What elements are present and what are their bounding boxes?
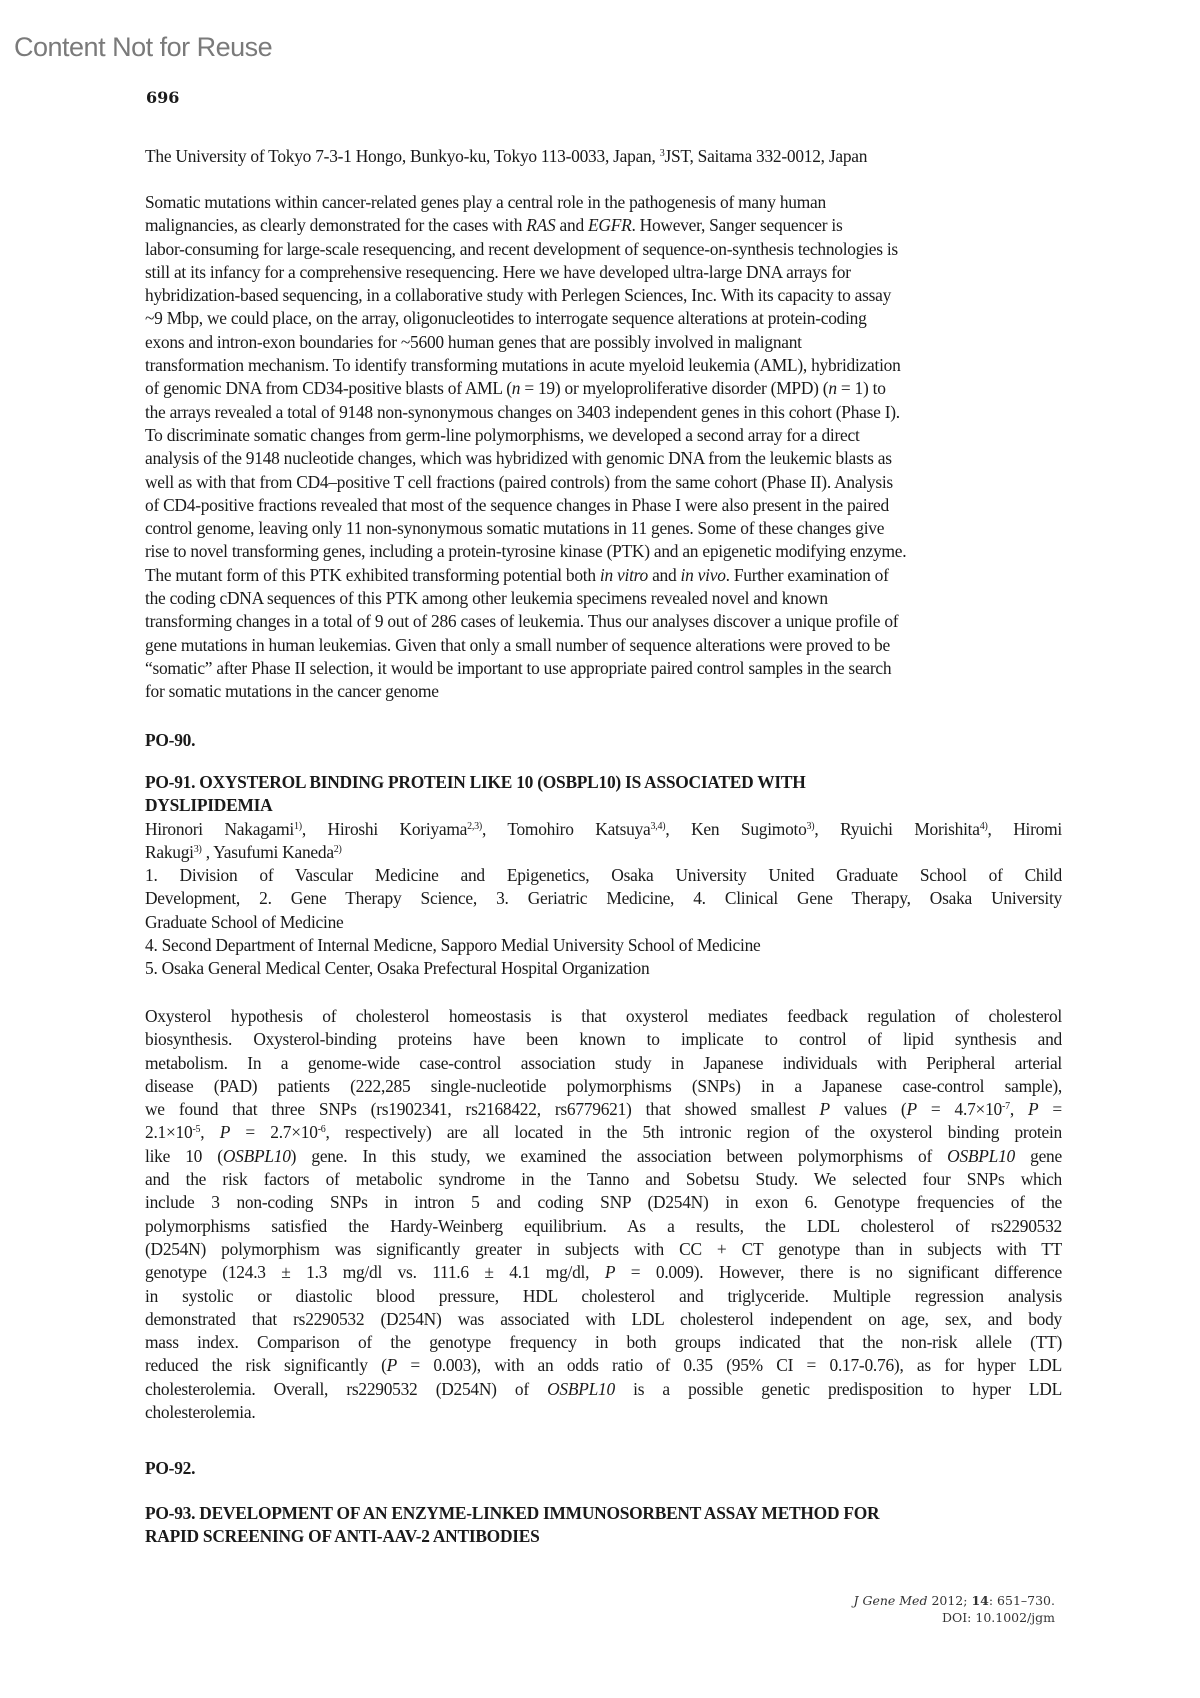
italic-run: OSBPL10 — [222, 1145, 291, 1166]
text-run: RAPID SCREENING OF ANTI-AAV-2 ANTIBODIES — [145, 1526, 540, 1547]
text-line — [145, 261, 1062, 284]
po91-authors — [145, 818, 1062, 865]
text-run: of genomic DNA from CD34-positive blasts of AML ( — [145, 378, 512, 399]
text-run: = 0.003), with an odds ratio of 0.35 (95% CI = 0.17-0.76), as for hyper LDL — [397, 1355, 1062, 1376]
text-run: well as with that from CD4–positive T cell fractions (paired controls) from the same cohort (Phase II). Analysis — [145, 471, 893, 492]
text-run: = — [1038, 1099, 1062, 1120]
superscript: -6 — [317, 1124, 326, 1136]
text-run: = 0.009). However, there is no significant difference — [615, 1262, 1062, 1283]
text-run: To discriminate somatic changes from germ-line polymorphisms, we developed a second array for a direct — [145, 424, 860, 445]
text-run: rise to novel transforming genes, including a protein-tyrosine kinase (PTK) and an epigenetic modifying enzyme. — [145, 541, 907, 562]
text-line — [145, 331, 1062, 354]
text-line — [145, 1331, 1062, 1354]
text-line — [145, 1502, 1062, 1525]
po90-label: PO-90. — [145, 730, 196, 750]
text-line — [145, 1145, 1062, 1168]
italic-run: P — [386, 1355, 397, 1376]
italic-run: n — [828, 378, 837, 399]
text-run: . However, Sanger sequencer is — [631, 215, 843, 236]
text-line — [145, 284, 1062, 307]
text-run: , Yasufumi Kaneda — [201, 841, 334, 862]
text-run: transformation mechanism. To identify transforming mutations in acute myeloid leukemia (AML), hybridization — [145, 355, 901, 376]
text-run: 5. Osaka General Medical Center, Osaka Prefectural Hospital Organization — [145, 958, 650, 979]
text-run: cholesterolemia. — [145, 1402, 256, 1423]
italic-run: EGFR — [588, 215, 632, 236]
text-run: PO-91. OXYSTEROL BINDING PROTEIN LIKE 10 (OSBPL10) IS ASSOCIATED WITH — [145, 772, 806, 792]
text-line — [145, 1285, 1062, 1308]
journal-footer — [853, 1592, 1055, 1626]
po93-title — [145, 1502, 1062, 1549]
text-run: cholesterolemia. Overall, rs2290532 (D254N) of — [145, 1378, 548, 1399]
text-run: and — [555, 215, 589, 236]
text-run: of CD4-positive fractions revealed that most of the sequence changes in Phase I were also present in the paired — [145, 494, 889, 515]
affiliation-continuation — [145, 145, 1062, 168]
text-run: control genome, leaving only 11 non-synonymous somatic mutations in 11 genes. Some of these changes give — [145, 518, 885, 539]
po91-affiliations-extra — [145, 934, 1062, 981]
text-line — [145, 354, 1062, 377]
italic-run: P — [1028, 1099, 1039, 1120]
watermark: Content Not for Reuse — [14, 32, 273, 62]
text-run: transforming changes in a total of 9 out of 286 cases of leukemia. Thus our analyses discover a unique profile of — [145, 611, 899, 632]
italic-run: P — [219, 1122, 231, 1143]
text-line — [145, 540, 1062, 563]
text-run: we found that three SNPs (rs1902341, rs2168422, rs6779621) that showed smallest — [145, 1099, 820, 1120]
text-run: still at its infancy for a comprehensive resequencing. Here we have developed ultra-large DNA arrays for — [145, 261, 851, 282]
superscript: 2,3) — [467, 820, 482, 832]
text-run: The mutant form of this PTK exhibited transforming potential both — [145, 564, 600, 585]
text-line — [145, 1261, 1062, 1284]
superscript: 3) — [806, 820, 815, 832]
text-line — [145, 657, 1062, 680]
superscript: 3 — [659, 148, 665, 159]
text-line — [145, 587, 1062, 610]
text-line — [145, 680, 1062, 703]
text-run: Development, 2. Gene Therapy Science, 3. Geriatric Medicine, 4. Clinical Gene Therapy, Osaka University — [145, 888, 1062, 909]
text-line — [145, 1075, 1062, 1098]
text-run: (D254N) polymorphism was significantly greater in subjects with CC + CT genotype than in subjects with TT — [145, 1238, 1062, 1259]
text-line — [145, 191, 1062, 214]
text-line — [145, 494, 1062, 517]
text-run: mass index. Comparison of the genotype frequency in both groups indicated that the non-risk allele (TT) — [145, 1332, 1062, 1353]
text-run: , Hiromi — [987, 818, 1062, 839]
text-line — [145, 1401, 1062, 1424]
text-line — [145, 1525, 1062, 1548]
superscript: 2) — [333, 843, 342, 855]
text-run: , — [1009, 1099, 1028, 1120]
text-run: = 19) or myeloproliferative disorder (MPD) ( — [520, 378, 829, 399]
text-line — [145, 1308, 1062, 1331]
text-run: for somatic mutations in the cancer genome — [145, 681, 439, 702]
po92-label: PO-92. — [145, 1458, 196, 1478]
text-line — [145, 794, 1062, 817]
text-line — [145, 887, 1062, 910]
text-line — [145, 864, 1062, 887]
text-run: = 2.7×10 — [230, 1122, 318, 1143]
text-run: the coding cDNA sequences of this PTK among other leukemia specimens revealed novel and known — [145, 588, 828, 609]
superscript: 3) — [193, 843, 202, 855]
text-line — [145, 401, 1062, 424]
text-run: JST, Saitama 332-0012, Japan — [664, 146, 868, 166]
superscript: -5 — [192, 1124, 201, 1136]
citation-volume: 14 — [971, 1593, 989, 1608]
journal-name: J Gene Med — [853, 1593, 928, 1608]
text-run: and the risk factors of metabolic syndrome in the Tanno and Sobetsu Study. We selected four SNPs which — [145, 1169, 1062, 1190]
text-line — [145, 1052, 1062, 1075]
text-line — [145, 424, 1062, 447]
affiliation-line — [145, 145, 1062, 168]
text-run: ) gene. In this study, we examined the association between polymorphisms of — [290, 1145, 948, 1166]
abstract-po89 — [145, 191, 1062, 704]
text-run: is a possible genetic predisposition to hyper LDL — [614, 1378, 1062, 1399]
text-run: 2.1×10 — [145, 1122, 193, 1143]
text-line — [145, 1378, 1062, 1401]
text-run: 1. Division of Vascular Medicine and Epigenetics, Osaka University United Graduate School of Child — [145, 865, 1062, 886]
text-run: metabolism. In a genome-wide case-control association study in Japanese individuals with Peripheral arterial — [145, 1052, 1062, 1073]
text-run: Oxysterol hypothesis of cholesterol homeostasis is that oxysterol mediates feedback regulation of cholesterol — [145, 1006, 1062, 1026]
po92-heading — [145, 1457, 1062, 1480]
text-line — [145, 1121, 1062, 1144]
po91-affiliations — [145, 864, 1062, 934]
text-line — [145, 1191, 1062, 1214]
text-run: Graduate School of Medicine — [145, 911, 344, 932]
text-run: labor-consuming for large-scale resequencing, and recent development of sequence-on-synthesis technologies is — [145, 238, 898, 259]
text-line — [145, 1238, 1062, 1261]
po90-heading — [145, 729, 1062, 752]
text-run: malignancies, as clearly demonstrated for the cases with — [145, 215, 527, 236]
doi: DOI: 10.1002/jgm — [941, 1610, 1055, 1625]
text-run: ~9 Mbp, we could place, on the array, oligonucleotides to interrogate sequence alterations at protein-coding — [145, 308, 867, 329]
text-line — [145, 1028, 1062, 1051]
text-run: , Hiroshi Koriyama — [301, 818, 468, 839]
text-run: values ( — [829, 1099, 907, 1120]
text-run: disease (PAD) patients (222,285 single-nucleotide polymorphisms (SNPs) in a Japanese case-control sample), — [145, 1075, 1062, 1096]
text-line — [145, 1005, 1062, 1028]
po91-title — [145, 771, 1062, 818]
text-run: Hironori Nakagami — [145, 818, 294, 839]
citation-year: 2012; — [927, 1593, 972, 1608]
text-run: , Ken Sugimoto — [665, 818, 807, 839]
superscript: 4) — [979, 820, 988, 832]
text-run: hybridization-based sequencing, in a collaborative study with Perlegen Sciences, Inc. With its capacity to assay — [145, 285, 892, 306]
text-run: gene mutations in human leukemias. Given that only a small number of sequence alterations were proved to be — [145, 634, 890, 655]
text-run: in systolic or diastolic blood pressure, HDL cholesterol and triglyceride. Multiple regression analysis — [145, 1285, 1062, 1306]
text-run: , Tomohiro Katsuya — [481, 818, 651, 839]
text-line — [145, 818, 1062, 841]
text-run: , respectively) are all located in the 5th intronic region of the oxysterol binding protein — [325, 1122, 1062, 1143]
text-run: biosynthesis. Oxysterol-binding proteins have been known to implicate to control of lipid synthesis and — [145, 1029, 1062, 1050]
superscript: 1) — [293, 820, 302, 832]
text-run: analysis of the 9148 nucleotide changes, which was hybridized with genomic DNA from the leukemic blasts as — [145, 448, 892, 469]
text-line — [145, 841, 1062, 864]
text-line — [145, 238, 1062, 261]
text-run: like 10 ( — [145, 1145, 223, 1166]
text-run: = 4.7×10 — [916, 1099, 1002, 1120]
text-run: gene — [1014, 1145, 1062, 1166]
superscript: 3,4) — [650, 820, 666, 832]
page-number: 696 — [146, 88, 180, 107]
italic-run: in vitro — [599, 564, 648, 585]
text-line — [145, 911, 1062, 934]
italic-run: P — [604, 1262, 616, 1283]
text-line — [145, 610, 1062, 633]
text-line — [145, 1215, 1062, 1238]
italic-run: n — [511, 378, 521, 399]
text-run: the arrays revealed a total of 9148 non-synonymous changes on 3403 independent genes in this cohort (Phase I). — [145, 401, 900, 422]
text-line — [145, 1098, 1062, 1121]
italic-run: P — [819, 1099, 830, 1120]
text-run: PO-93. DEVELOPMENT OF AN ENZYME-LINKED IMMUNOSORBENT ASSAY METHOD FOR — [145, 1503, 880, 1523]
text-line — [145, 957, 1062, 980]
text-run: demonstrated that rs2290532 (D254N) was associated with LDL cholesterol independent on age, sex, and body — [145, 1308, 1062, 1329]
italic-run: OSBPL10 — [547, 1378, 615, 1399]
text-line — [145, 447, 1062, 470]
text-run: include 3 non-coding SNPs in intron 5 and coding SNP (D254N) in exon 6. Genotype frequencies of the — [145, 1192, 1062, 1213]
text-line — [145, 934, 1062, 957]
italic-run: RAS — [526, 215, 556, 236]
text-run: = 1) to — [836, 378, 886, 399]
text-run: “somatic” after Phase II selection, it would be important to use appropriate paired control samples in the search — [145, 657, 892, 678]
text-run: genotype (124.3 ± 1.3 mg/dl vs. 111.6 ± 4.1 mg/dl, — [145, 1262, 605, 1283]
text-line — [145, 214, 1062, 237]
text-line — [145, 377, 1062, 400]
text-run: DYSLIPIDEMIA — [145, 795, 273, 816]
text-line — [145, 634, 1062, 657]
text-run: Rakugi — [145, 841, 194, 862]
citation-pages: : 651–730. — [988, 1593, 1055, 1608]
text-run: exons and intron-exon boundaries for ~5600 human genes that are possibly involved in malignant — [145, 331, 802, 352]
text-run: . Further examination of — [725, 564, 889, 585]
text-run: 4. Second Department of Internal Medicne, Sapporo Medial University School of Medicine — [145, 935, 761, 955]
citation-line — [853, 1592, 1055, 1609]
text-run: Somatic mutations within cancer-related genes play a central role in the pathogenesis of many human — [145, 192, 826, 212]
italic-run: P — [906, 1099, 917, 1120]
text-line — [145, 564, 1062, 587]
po91-abstract — [145, 1005, 1062, 1424]
text-line — [145, 771, 1062, 794]
text-line — [145, 307, 1062, 330]
superscript: -7 — [1001, 1101, 1010, 1113]
text-run: , — [200, 1122, 220, 1143]
text-run: reduced the risk significantly ( — [145, 1355, 387, 1376]
text-line — [145, 471, 1062, 494]
text-run: polymorphisms satisfied the Hardy-Weinberg equilibrium. As a results, the LDL cholesterol of rs2290532 — [145, 1215, 1062, 1236]
text-line — [145, 1168, 1062, 1191]
text-line — [145, 517, 1062, 540]
italic-run: in vivo — [680, 564, 726, 585]
italic-run: OSBPL10 — [947, 1145, 1015, 1166]
text-run: and — [647, 564, 681, 585]
text-run: The University of Tokyo 7-3-1 Hongo, Bunkyo-ku, Tokyo 113-0033, Japan, — [145, 146, 660, 166]
text-line — [145, 1354, 1062, 1377]
text-run: , Ryuichi Morishita — [814, 818, 980, 839]
